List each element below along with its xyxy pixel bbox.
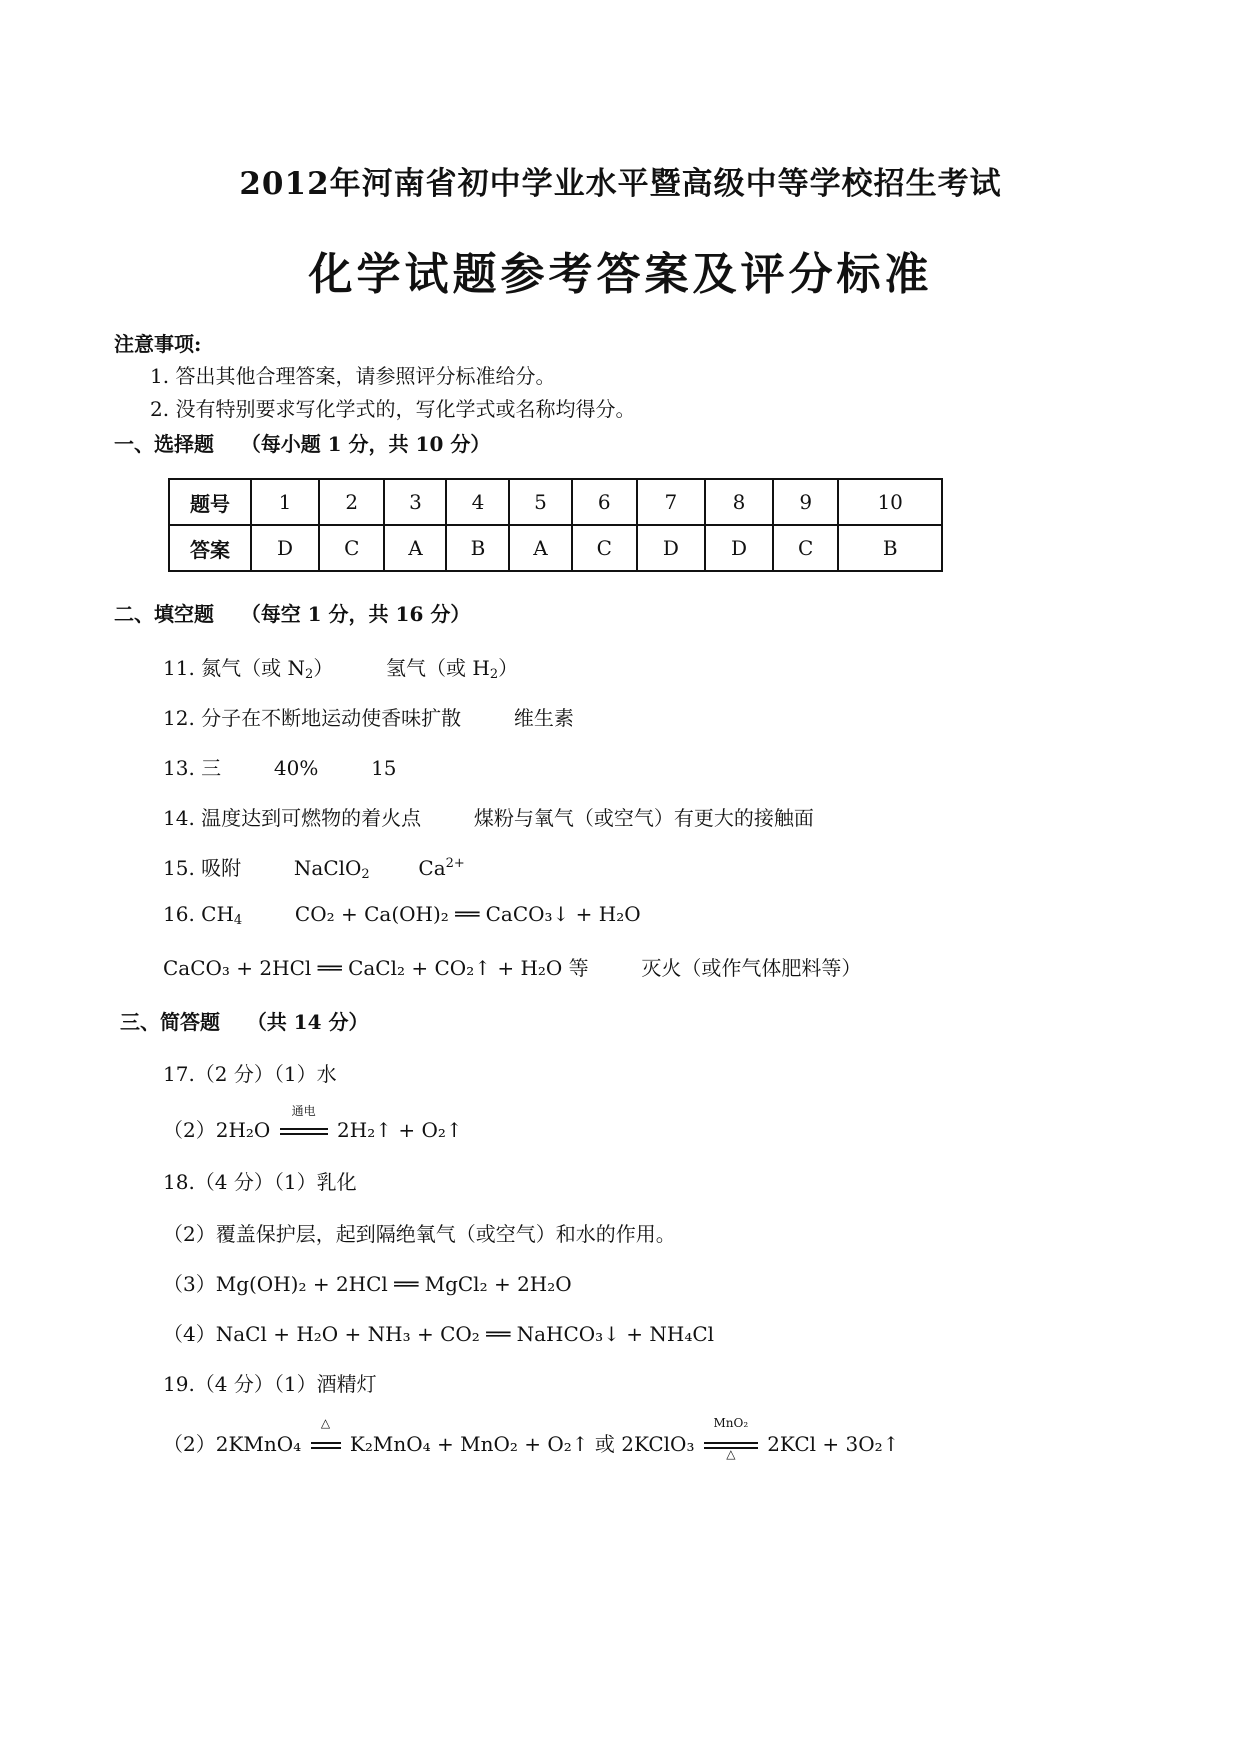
table-row-answers bbox=[169, 525, 942, 571]
answer-text: 40% bbox=[273, 756, 319, 780]
answer-text: 煤粉与氧气（或空气）有更大的接触面 bbox=[473, 806, 814, 830]
answer-19-part1: 19.（4 分）（1）酒精灯 bbox=[163, 1372, 377, 1396]
condition-label: △ bbox=[320, 1416, 331, 1430]
chemical-equation: 2H₂↑ + O₂↑ bbox=[337, 1118, 463, 1142]
table-cell: B bbox=[838, 525, 942, 571]
equals-sign bbox=[280, 1128, 328, 1135]
subscript: 2 bbox=[361, 867, 370, 882]
answer-18-part1: 18.（4 分）（1）乳化 bbox=[163, 1170, 357, 1194]
answer-17-part2 bbox=[163, 1104, 463, 1143]
table-cell: C bbox=[572, 525, 637, 571]
answer-text: NaClO bbox=[293, 856, 362, 880]
answer-18-part2: （2）覆盖保护层，起到隔绝氧气（或空气）和水的作用。 bbox=[163, 1222, 676, 1246]
section3-score: （共 14 分） bbox=[246, 1010, 369, 1034]
condition-label: △ bbox=[726, 1447, 736, 1461]
answer-17-part1: 17.（2 分）（1）水 bbox=[163, 1062, 337, 1086]
exam-title: 2012年河南省初中学业水平暨高级中等学校招生考试 bbox=[239, 166, 1002, 202]
answer-18-part3: （3）Mg(OH)₂ + 2HCl ══ MgCl₂ + 2H₂O bbox=[163, 1272, 572, 1296]
section2-score: （每空 1 分，共 16 分） bbox=[240, 602, 471, 626]
chemical-equation: CaCO₃ + 2HCl ══ CaCl₂ + CO₂↑ + H₂O 等 bbox=[163, 956, 589, 980]
subscript: 2 bbox=[305, 667, 314, 682]
table-cell: D bbox=[637, 525, 705, 571]
answer-19-part2 bbox=[163, 1416, 900, 1461]
table-cell: 5 bbox=[509, 479, 571, 525]
row-label-number: 题号 bbox=[169, 479, 251, 525]
chemical-equation: （2）2KMnO₄ bbox=[163, 1432, 302, 1456]
row-label-answer: 答案 bbox=[169, 525, 251, 571]
answer-16-line1 bbox=[163, 902, 641, 928]
answer-12 bbox=[163, 702, 574, 731]
answer-text: 15 bbox=[371, 756, 397, 780]
chemical-equation: （2）2H₂O bbox=[163, 1118, 271, 1142]
answer-text: 分子在不断地运动使香味扩散 bbox=[201, 706, 462, 730]
table-cell: 10 bbox=[838, 479, 942, 525]
table-cell: C bbox=[319, 525, 384, 571]
notes-heading: 注意事项: bbox=[114, 332, 202, 356]
answer-table bbox=[168, 478, 943, 572]
answer-text: 氢气（或 H bbox=[386, 656, 490, 680]
table-cell: 1 bbox=[251, 479, 319, 525]
chemical-equation: 2KCl + 3O₂↑ bbox=[767, 1432, 900, 1456]
table-row-numbers bbox=[169, 479, 942, 525]
document-title: 化学试题参考答案及评分标准 bbox=[308, 249, 933, 300]
section3-heading: 三、简答题 bbox=[120, 1010, 220, 1034]
subscript: 4 bbox=[233, 913, 243, 928]
answer-text: Ca bbox=[418, 856, 446, 880]
answer-text: 灭火（或作气体肥料等） bbox=[641, 956, 862, 980]
reaction-condition bbox=[701, 1416, 761, 1461]
answer-text: ） bbox=[313, 656, 334, 680]
table-cell: 4 bbox=[446, 479, 509, 525]
equals-sign bbox=[311, 1442, 341, 1449]
table-cell: 2 bbox=[319, 479, 384, 525]
section1-score: （每小题 1 分，共 10 分） bbox=[240, 432, 491, 456]
question-number: 11. bbox=[163, 656, 195, 680]
section2-heading: 二、填空题 bbox=[114, 602, 214, 626]
answer-text: 维生素 bbox=[513, 706, 574, 730]
question-number: 16. bbox=[163, 902, 195, 926]
answer-text: 三 bbox=[201, 756, 222, 780]
note-2: 2. 没有特别要求写化学式的，写化学式或名称均得分。 bbox=[150, 397, 636, 421]
table-cell: 8 bbox=[705, 479, 773, 525]
table-cell: 9 bbox=[773, 479, 838, 525]
question-number: 15. bbox=[163, 856, 195, 880]
superscript: 2+ bbox=[445, 856, 465, 871]
chemical-equation: CO₂ + Ca(OH)₂ ══ CaCO₃↓ + H₂O bbox=[294, 902, 641, 926]
section2-header bbox=[114, 598, 470, 627]
subscript: 2 bbox=[489, 667, 499, 682]
table-cell: A bbox=[384, 525, 446, 571]
answer-14 bbox=[163, 802, 814, 831]
table-cell: D bbox=[705, 525, 773, 571]
question-number: 12. bbox=[163, 706, 195, 730]
table-cell: 6 bbox=[572, 479, 637, 525]
question-number: 13. bbox=[163, 756, 195, 780]
answer-text: CH bbox=[201, 902, 234, 926]
table-cell: D bbox=[251, 525, 319, 571]
answer-text: 温度达到可燃物的着火点 bbox=[201, 806, 422, 830]
answer-15 bbox=[163, 852, 465, 882]
answer-18-part4: （4）NaCl + H₂O + NH₃ + CO₂ ══ NaHCO₃↓ + NH₄Cl bbox=[163, 1322, 715, 1346]
section1-heading: 一、选择题 bbox=[114, 432, 214, 456]
answer-text: 吸附 bbox=[201, 856, 242, 880]
condition-label: 通电 bbox=[291, 1104, 316, 1118]
answer-text: 氮气（或 N bbox=[201, 656, 306, 680]
answer-16-line2 bbox=[163, 952, 861, 981]
question-number: 14. bbox=[163, 806, 195, 830]
table-cell: C bbox=[773, 525, 838, 571]
answer-13 bbox=[163, 752, 397, 781]
section1-header bbox=[114, 428, 490, 457]
answer-text: ） bbox=[498, 656, 519, 680]
reaction-condition bbox=[277, 1104, 331, 1142]
table-cell: 3 bbox=[384, 479, 446, 525]
condition-label: MnO₂ bbox=[713, 1416, 749, 1430]
table-cell: 7 bbox=[637, 479, 705, 525]
reaction-condition bbox=[308, 1416, 344, 1456]
answer-11 bbox=[163, 652, 518, 682]
note-1: 1. 答出其他合理答案，请参照评分标准给分。 bbox=[150, 364, 556, 388]
section3-header bbox=[120, 1006, 368, 1035]
chemical-equation: K₂MnO₄ + MnO₂ + O₂↑ 或 2KClO₃ bbox=[349, 1432, 695, 1456]
table-cell: B bbox=[446, 525, 509, 571]
table-cell: A bbox=[509, 525, 571, 571]
